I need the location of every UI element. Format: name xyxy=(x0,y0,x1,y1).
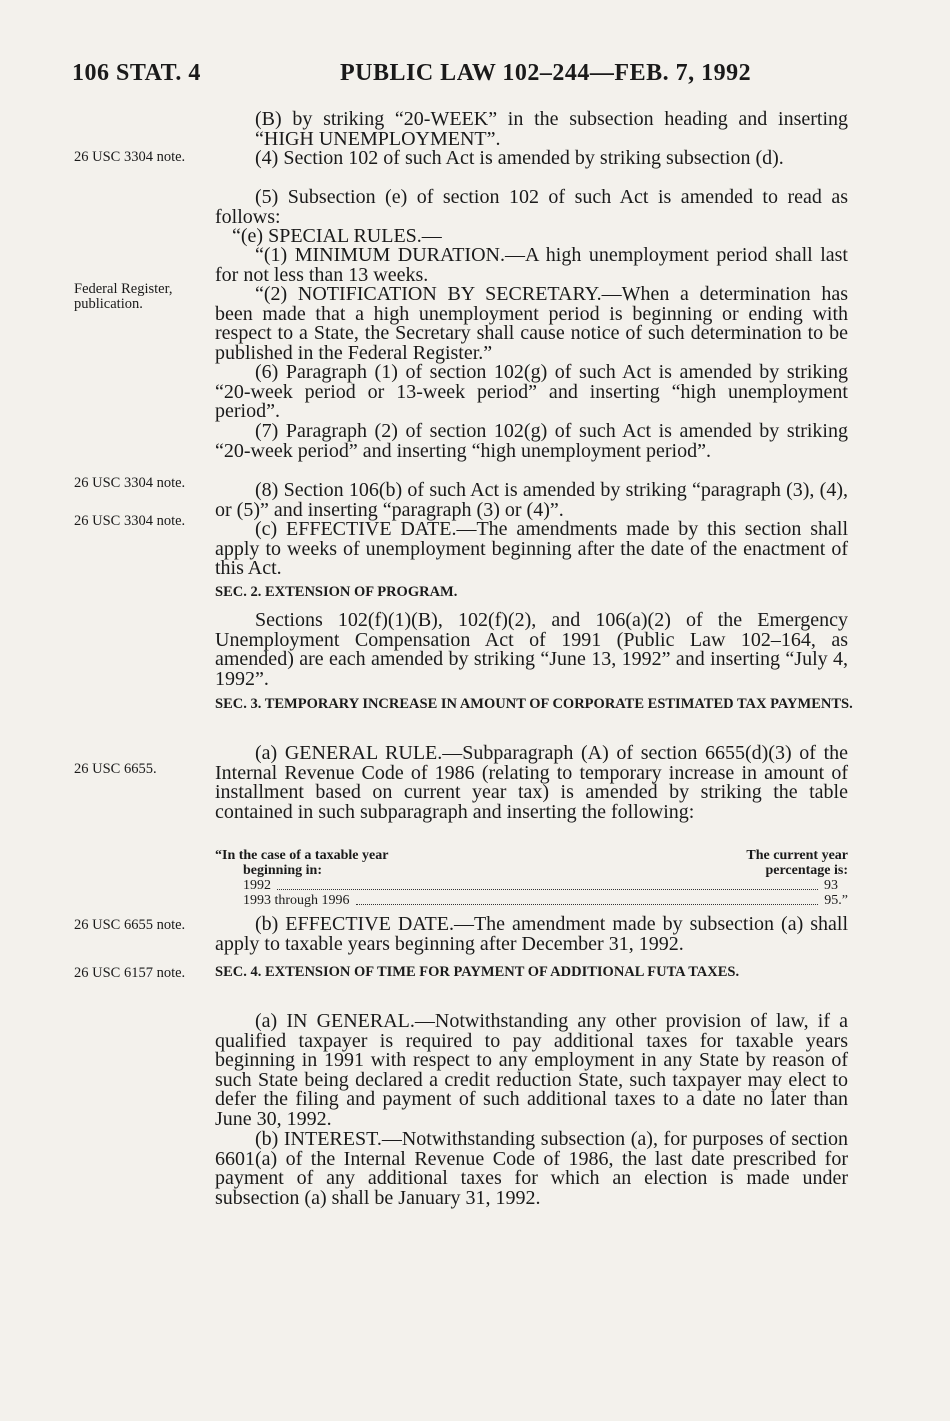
table-cell-percentage: 95.” xyxy=(824,893,848,908)
paragraph: Sections 102(f)(1)(B), 102(f)(2), and 106(a)(2) of the Emergency Unemployment Compensation Act of 1991 (Public Law 102–164, as amended) are each amended by striking “June 13, 1992” and inserting “July 4, 1992”. xyxy=(215,609,848,690)
table-header-left: beginning in: xyxy=(243,863,322,878)
margin-note: 26 USC 6157 note. xyxy=(74,965,186,981)
margin-note: 26 USC 6655 note. xyxy=(74,917,186,933)
table-row xyxy=(215,893,848,908)
margin-note: 26 USC 3304 note. xyxy=(74,513,186,529)
paragraph: (b) INTEREST.—Notwithstanding subsection (a), for purposes of section 6601(a) of the Internal Revenue Code of 1986, the last date prescribed for payment of any additional taxes for which an election is made under subsection (a) shall be January 31, 1992. xyxy=(215,1128,848,1209)
paragraph: (5) Subsection (e) of section 102 of such Act is amended to read as follows: xyxy=(215,186,848,228)
paragraph: “(1) MINIMUM DURATION.—A high unemployment period shall last for not less than 13 weeks. xyxy=(215,244,848,286)
paragraph: (a) IN GENERAL.—Notwithstanding any other provision of law, if a qualified taxpayer is required to pay additional taxes for taxable years beginning in 1991 with respect to any employment in any State by reason of such State being declared a credit reduction State, such taxpayer may elect to defer the filing and payment of such additional taxes to a date no later than June 30, 1992. xyxy=(215,1010,848,1130)
paragraph: (c) EFFECTIVE DATE.—The amendments made by this section shall apply to weeks of unemployment beginning after the date of the enactment of this Act. xyxy=(215,518,848,580)
table-cell-year: 1993 through 1996 xyxy=(243,893,350,908)
paragraph: (a) GENERAL RULE.—Subparagraph (A) of section 6655(d)(3) of the Internal Revenue Code of 1986 (relating to temporary increase in amount of installment based on current year tax) is amended by striking the table contained in such subparagraph and inserting the following: xyxy=(215,742,848,823)
paragraph: (7) Paragraph (2) of section 102(g) of such Act is amended by striking “20-week period” and inserting “high unemployment period”. xyxy=(215,420,848,462)
paragraph: (b) EFFECTIVE DATE.—The amendment made by subsection (a) shall apply to taxable years beginning after December 31, 1992. xyxy=(215,913,848,955)
table-header-left: “In the case of a taxable year xyxy=(215,848,389,863)
table-cell-year: 1992 xyxy=(243,878,271,893)
paragraph: “(e) SPECIAL RULES.— xyxy=(232,225,442,247)
paragraph: “(2) NOTIFICATION BY SECRETARY.—When a determination has been made that a high unemployment period is beginning or ending with respect to a State, the Secretary shall cause notice of such determination to be published in the Federal Register.” xyxy=(215,283,848,364)
margin-note: 26 USC 3304 note. xyxy=(74,475,186,491)
paragraph: (6) Paragraph (1) of section 102(g) of such Act is amended by striking “20-week period or 13-week period” and inserting “high unemployment period”. xyxy=(215,361,848,423)
leader-dots xyxy=(356,903,819,905)
table-header-row xyxy=(215,863,848,878)
table-header-right: The current year xyxy=(746,848,848,863)
table-row xyxy=(215,878,848,893)
paragraph: (4) Section 102 of such Act is amended by striking subsection (d). xyxy=(255,147,784,169)
section-heading: SEC. 4. EXTENSION OF TIME FOR PAYMENT OF ADDITIONAL FUTA TAXES. xyxy=(215,964,740,980)
table-header-right: percentage is: xyxy=(765,863,848,878)
paragraph: (B) by striking “20-WEEK” in the subsection heading and inserting “HIGH UNEMPLOYMENT”. xyxy=(255,108,848,150)
margin-note: Federal Register, publication. xyxy=(74,281,173,312)
page-reference: 106 STAT. 4 xyxy=(72,60,201,86)
table-header-row xyxy=(215,848,848,863)
paragraph: (8) Section 106(b) of such Act is amended by striking “paragraph (3), (4), or (5)” and inserting “paragraph (3) or (4)”. xyxy=(215,479,848,521)
section-heading: SEC. 3. TEMPORARY INCREASE IN AMOUNT OF CORPORATE ESTIMATED TAX PAYMENTS. xyxy=(215,696,853,712)
page-title: PUBLIC LAW 102–244—FEB. 7, 1992 xyxy=(340,60,752,86)
margin-note: 26 USC 3304 note. xyxy=(74,149,186,165)
leader-dots xyxy=(277,888,818,890)
table-cell-percentage: 93 xyxy=(824,878,838,893)
margin-note: 26 USC 6655. xyxy=(74,761,157,777)
percentage-table xyxy=(215,848,848,908)
section-heading: SEC. 2. EXTENSION OF PROGRAM. xyxy=(215,584,458,600)
